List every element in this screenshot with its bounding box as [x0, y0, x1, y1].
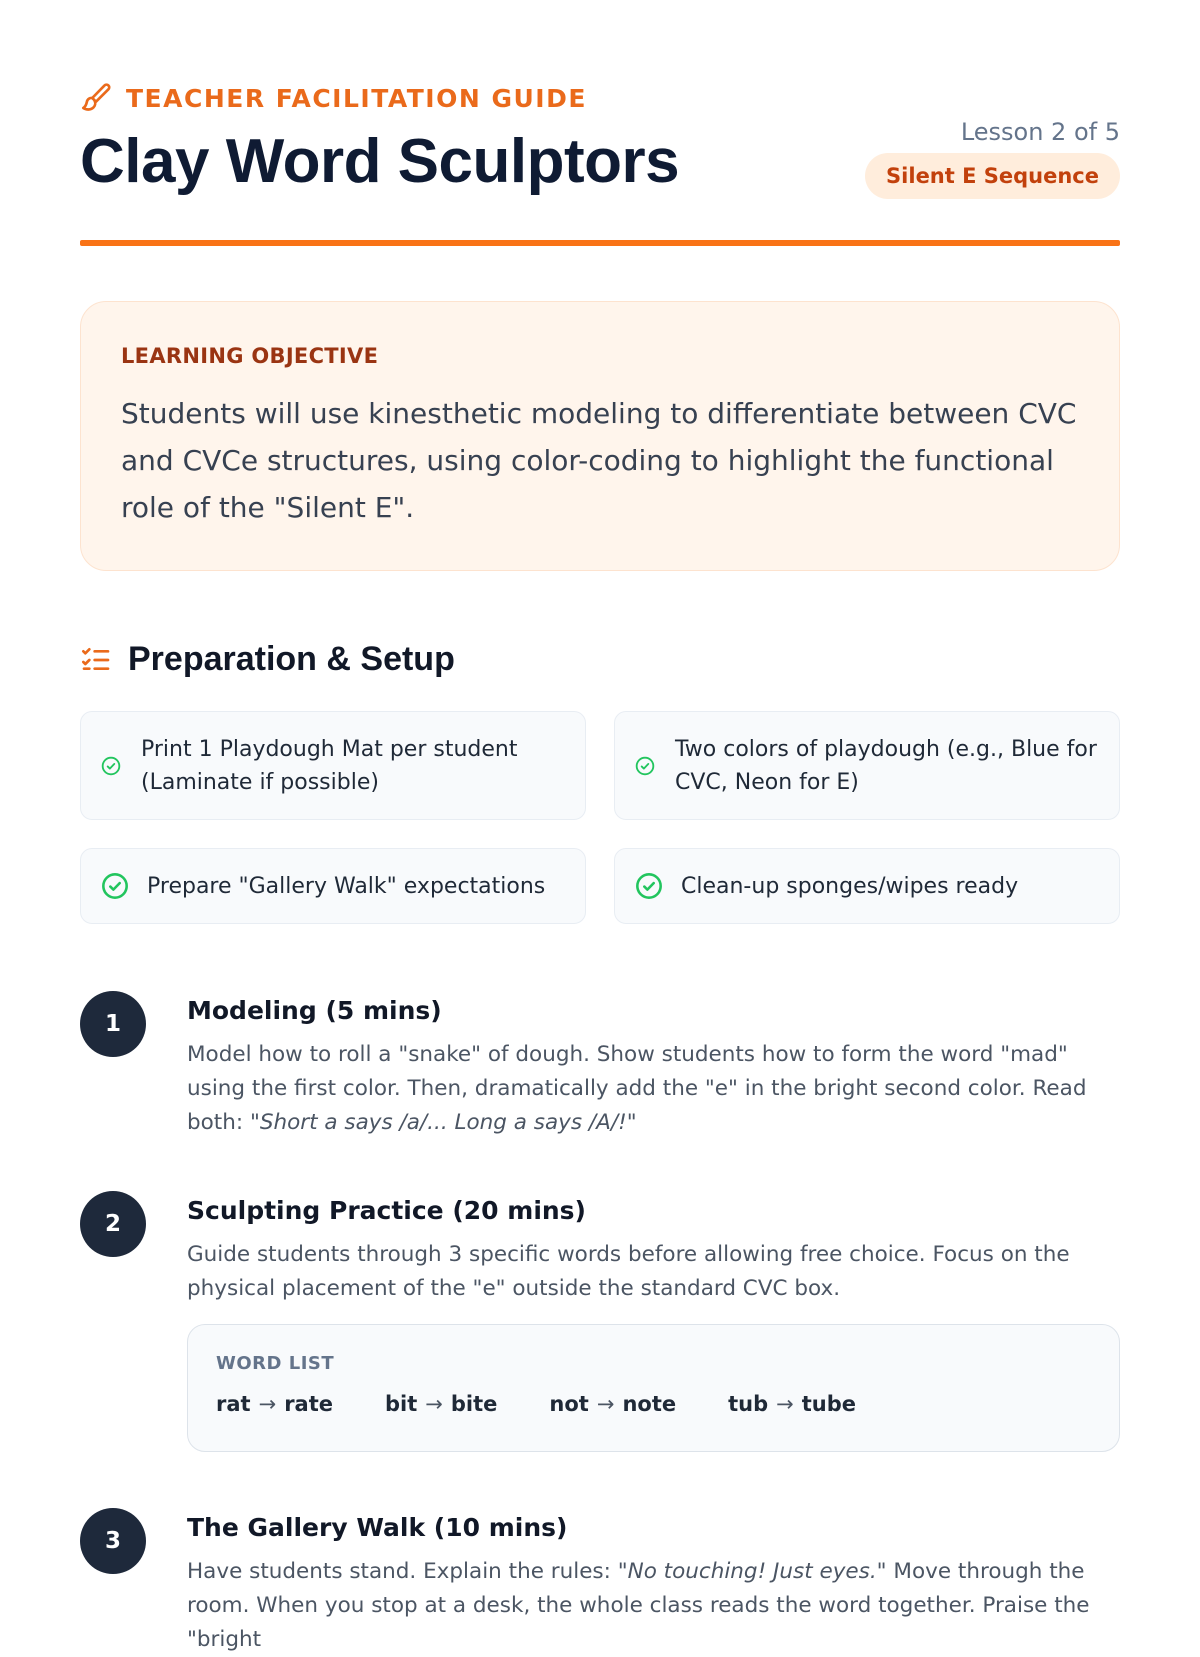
- word-long: rate: [284, 1392, 333, 1416]
- step-title: Modeling (5 mins): [187, 996, 442, 1025]
- facilitation-guide-page: [80, 0, 1120, 1652]
- step-description-text: Model how to roll a "snake" of dough. Show students how to form the word "mad" using the first color. Then, dramatically add the "e" in the bright second color. Read both:: [187, 1042, 1087, 1135]
- word-short: bit: [385, 1392, 418, 1416]
- step-number-badge: 2: [80, 1191, 146, 1257]
- prep-item-text: Prepare "Gallery Walk" expectations: [147, 873, 546, 899]
- word-long: tube: [801, 1392, 857, 1416]
- guide-kicker: [80, 82, 587, 114]
- word-list-card: [187, 1324, 1120, 1452]
- word-list-label: WORD LIST: [216, 1353, 335, 1374]
- word-pair: [216, 1392, 333, 1416]
- prep-item: [614, 848, 1120, 924]
- arrow-right-icon: →: [596, 1392, 615, 1416]
- step-description: [187, 1555, 1122, 1657]
- learning-objective-card: [80, 301, 1120, 571]
- word-short: tub: [728, 1392, 769, 1416]
- step-description: Guide students through 3 specific words before allowing free choice. Focus on the physical placement of the "e" outside the standard CVC box.: [187, 1242, 1070, 1301]
- word-long: note: [622, 1392, 677, 1416]
- step-number-badge: 1: [80, 991, 146, 1057]
- sequence-tag: Silent E Sequence: [865, 153, 1120, 199]
- check-circle-icon: [635, 756, 655, 776]
- word-long: bite: [450, 1392, 498, 1416]
- prep-item-text: Two colors of playdough (e.g., Blue for CVC, Neon for E): [675, 736, 1097, 795]
- step-quote: "Short a says /a/... Long a says /A/!": [249, 1110, 637, 1135]
- paintbrush-icon: [80, 82, 112, 114]
- check-circle-icon: [101, 872, 129, 900]
- objective-text: Students will use kinesthetic modeling to differentiate between CVC and CVCe structures, using color-coding to highlight the functional role of the "Silent E".: [121, 397, 1077, 524]
- step-description-text: Have students stand. Explain the rules:: [187, 1559, 618, 1584]
- word-list-pairs: [216, 1392, 1091, 1416]
- prep-item: [80, 848, 586, 924]
- header-divider: [80, 240, 1120, 246]
- step-quote: "No touching! Just eyes.": [617, 1559, 887, 1584]
- checklist-icon: [80, 644, 112, 676]
- prep-item: [614, 711, 1120, 820]
- objective-label: LEARNING OBJECTIVE: [121, 344, 379, 368]
- check-circle-icon: [635, 872, 663, 900]
- word-pair: [385, 1392, 497, 1416]
- preparation-title: Preparation & Setup: [128, 640, 455, 678]
- preparation-heading: [80, 640, 455, 679]
- step-title: Sculpting Practice (20 mins): [187, 1196, 586, 1225]
- arrow-right-icon: →: [425, 1392, 443, 1416]
- step-title: The Gallery Walk (10 mins): [187, 1513, 568, 1542]
- prep-item-text: Print 1 Playdough Mat per student (Laminate if possible): [141, 736, 518, 795]
- arrow-right-icon: →: [258, 1392, 277, 1416]
- page-title: Clay Word Sculptors: [80, 127, 680, 196]
- word-short: rat: [216, 1392, 251, 1416]
- word-short: not: [549, 1392, 589, 1416]
- prep-item: [80, 711, 586, 820]
- kicker-label: TEACHER FACILITATION GUIDE: [126, 83, 587, 113]
- word-pair: [728, 1392, 856, 1416]
- check-circle-icon: [101, 756, 121, 776]
- step-description-text: Move through the room. When you stop at a desk, the whole class reads the word together. Praise the "bright: [187, 1559, 1090, 1652]
- arrow-right-icon: →: [776, 1392, 794, 1416]
- step-number-badge: 3: [80, 1508, 146, 1574]
- prep-item-text: Clean-up sponges/wipes ready: [681, 873, 1019, 899]
- word-pair: [549, 1392, 676, 1416]
- step-description: [187, 1038, 1122, 1140]
- lesson-indicator: Lesson 2 of 5: [960, 118, 1120, 146]
